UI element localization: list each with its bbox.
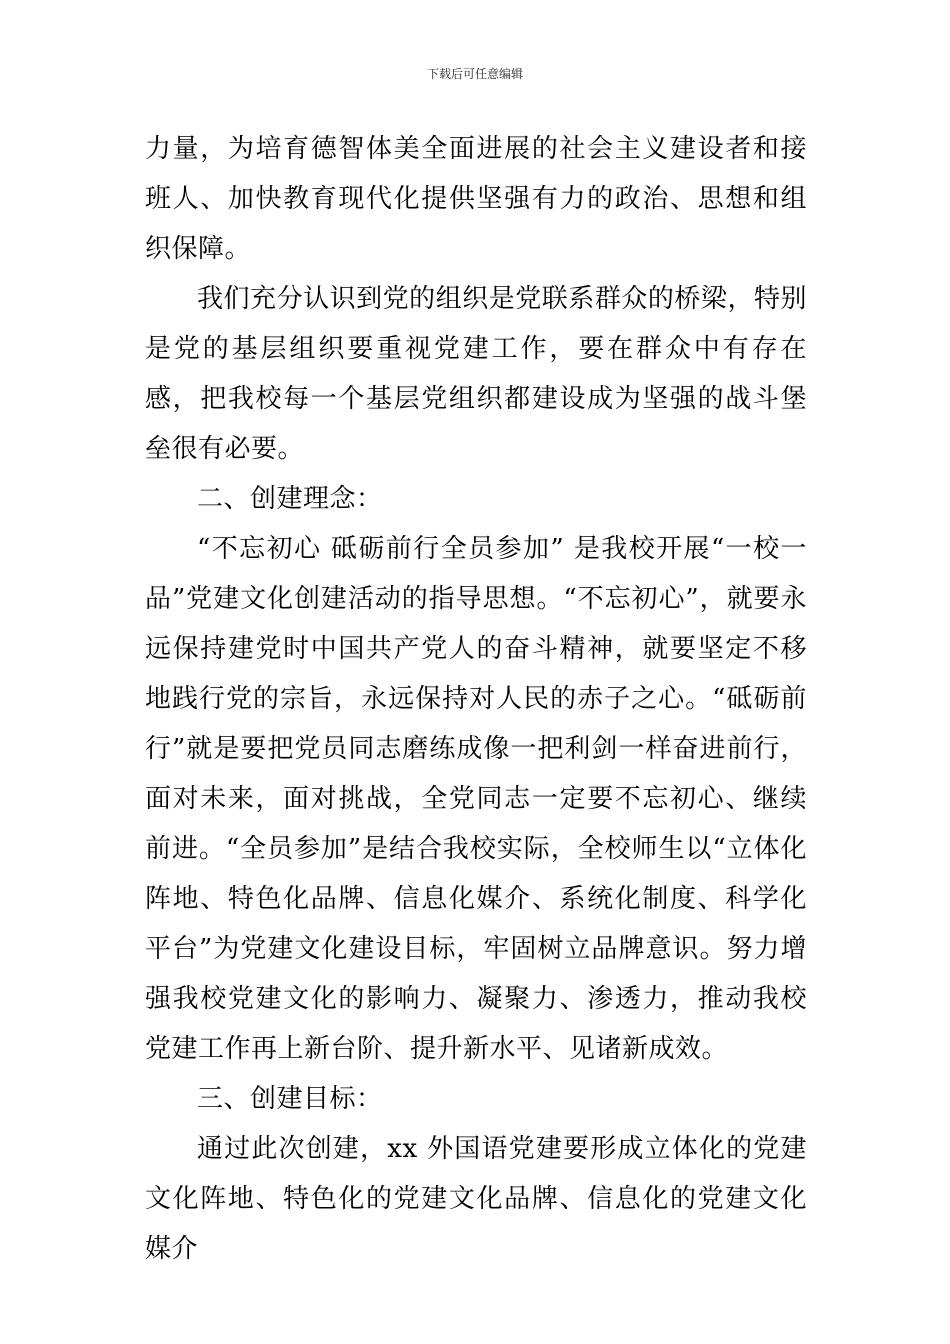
section-heading-goals: 三、创建目标： <box>197 1084 383 1114</box>
paragraph-concept: “不忘初心 砥砺前行全员参加” 是我校开展“一校一品”党建文化创建活动的指导思想。“不忘初心”，就要永远保持建党时中国共产党人的奋斗精神，就要坚定不移地践行党的宗旨，永远保持对人民的赤子之心。“砥砺前行”就是要把党员同志磨练成像一把利剑一样奋进前行，面对未来，面对挑战，全党同志一定要不忘初心、继续前进。“全员参加”是结合我校实际，全校师生以“立体化阵地、特色化品牌、信息化媒介、系统化制度、科学化平台”为党建文化建设目标，牢固树立品牌意识。努力增强我校党建文化的影响力、凝聚力、渗透力，推动我校党建工作再上新台阶、提升新水平、见诸新成效。 <box>145 534 807 1064</box>
paragraph-party-organization: 我们充分认识到党的组织是党联系群众的桥梁，特别是党的基层组织要重视党建工作，要在群众中有存在感，把我校每一个基层党组织都建设成为坚强的战斗堡垒很有必要。 <box>145 284 807 464</box>
page-header: 下载后可任意编辑 <box>426 67 523 81</box>
paragraph-goals: 通过此次创建，xx 外国语党建要形成立体化的党建文化阵地、特色化的党建文化品牌、信息化的党建文化媒介 <box>145 1134 807 1264</box>
paragraph-continuation: 力量，为培育德智体美全面进展的社会主义建设者和接班人、加快教育现代化提供坚强有力的政治、思想和组织保障。 <box>145 134 807 264</box>
document-body <box>145 124 807 1274</box>
section-heading-concept: 二、创建理念： <box>197 484 383 514</box>
